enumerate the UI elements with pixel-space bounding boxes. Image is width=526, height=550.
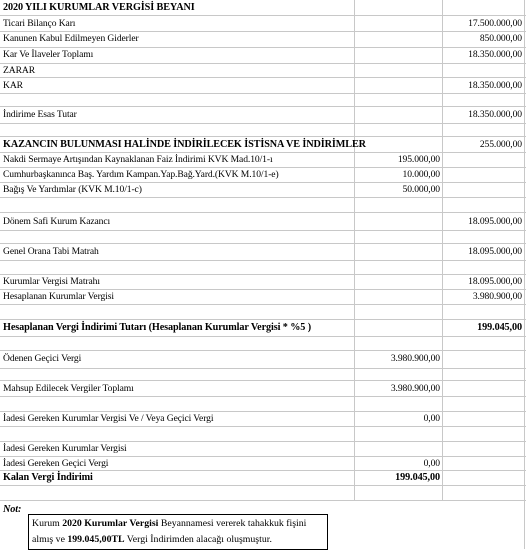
row-label: KAR bbox=[3, 80, 23, 91]
row-label: İndirime Esas Tutar bbox=[3, 109, 77, 120]
row-divider bbox=[0, 136, 526, 137]
row-label: Kanunen Kabul Edilmeyen Giderler bbox=[3, 33, 139, 44]
row-divider bbox=[0, 470, 526, 471]
note-text: Vergi İndirimden alacağı oluşmuştur. bbox=[124, 534, 272, 545]
row-divider bbox=[0, 31, 526, 32]
row-divider bbox=[0, 152, 526, 153]
column-divider bbox=[442, 0, 443, 500]
note-text: almış ve bbox=[32, 534, 68, 545]
row-label: Ödenen Geçici Vergi bbox=[3, 353, 82, 364]
row-label: İadesi Gereken Geçici Vergi bbox=[3, 458, 109, 469]
row-divider bbox=[0, 289, 526, 290]
row-value: 18.095.000,00 bbox=[468, 276, 522, 287]
row-divider bbox=[0, 77, 526, 78]
deduction-label: Bağış Ve Yardımlar (KVK M.10/1-c) bbox=[3, 184, 142, 195]
row-divider bbox=[0, 63, 526, 64]
discount-label: Hesaplanan Vergi İndirimi Tutarı (Hesaplanan Kurumlar Vergisi * %5 ) bbox=[3, 322, 312, 333]
row-divider bbox=[0, 368, 526, 369]
row-value: 17.500.000,00 bbox=[468, 18, 522, 29]
note-box bbox=[28, 514, 328, 550]
row-label: Kurumlar Vergisi Matrahı bbox=[3, 276, 100, 287]
row-divider bbox=[0, 411, 526, 412]
row-divider bbox=[0, 274, 526, 275]
row-divider bbox=[0, 243, 526, 244]
row-value: 18.350.000,00 bbox=[468, 49, 522, 60]
row-divider bbox=[0, 197, 526, 198]
deduction-label: Cumhurbaşkanınca Baş. Yardım Kampan.Yap.Bağ.Yard.(KVK M.10/1-e) bbox=[3, 169, 279, 180]
row-divider bbox=[0, 106, 526, 107]
row-divider bbox=[0, 47, 526, 48]
row-value: 18.095.000,00 bbox=[468, 246, 522, 257]
row-divider bbox=[0, 260, 526, 261]
row-label: Genel Orana Tabi Matrah bbox=[3, 246, 99, 257]
discount-value: 199.045,00 bbox=[477, 322, 522, 333]
note-emphasis: 199.045,00TL bbox=[67, 534, 125, 545]
deduction-value: 195.000,00 bbox=[397, 154, 440, 165]
row-label: ZARAR bbox=[3, 65, 36, 76]
row-value: 18.350.000,00 bbox=[468, 80, 522, 91]
row-divider bbox=[0, 15, 526, 16]
row-divider bbox=[0, 319, 526, 320]
row-label: Kar Ve İlaveler Toplamı bbox=[3, 49, 94, 60]
row-divider bbox=[0, 500, 526, 501]
row-value: 0,00 bbox=[423, 413, 440, 424]
row-label: Dönem Safi Kurum Kazancı bbox=[3, 216, 111, 227]
row-value: 3.980.900,00 bbox=[390, 383, 440, 394]
row-label: Mahsup Edilecek Vergiler Toplamı bbox=[3, 383, 134, 394]
note-label: Not: bbox=[3, 504, 22, 515]
row-divider bbox=[0, 123, 526, 124]
section-total: 255.000,00 bbox=[479, 139, 522, 150]
row-divider bbox=[0, 441, 526, 442]
row-divider bbox=[0, 336, 526, 337]
row-value: 850.000,00 bbox=[479, 33, 522, 44]
column-divider bbox=[354, 0, 355, 500]
deduction-value: 50.000,00 bbox=[402, 184, 440, 195]
row-value: 3.980.900,00 bbox=[472, 291, 522, 302]
row-divider bbox=[0, 182, 526, 183]
row-label: İadesi Gereken Kurumlar Vergisi bbox=[3, 443, 127, 454]
row-divider bbox=[0, 93, 526, 94]
row-divider bbox=[0, 230, 526, 231]
row-divider bbox=[0, 167, 526, 168]
note-emphasis: 2020 Kurumlar Vergisi bbox=[62, 518, 159, 529]
remaining-value: 199.045,00 bbox=[395, 472, 440, 483]
deduction-label: Nakdi Sermaye Artışından Kaynaklanan Faiz İndirimi KVK Mad.10/1-ı bbox=[3, 154, 273, 165]
note-line-2 bbox=[32, 531, 272, 549]
row-label: İadesi Gereken Kurumlar Vergisi Ve / Veya Geçici Vergi bbox=[3, 413, 214, 424]
row-divider bbox=[0, 485, 526, 486]
note-text: Beyannamesi vererek tahakkuk fişini bbox=[158, 518, 307, 529]
row-value: 0,00 bbox=[423, 458, 440, 469]
row-divider bbox=[0, 396, 526, 397]
row-label: Hesaplanan Kurumlar Vergisi bbox=[3, 291, 114, 302]
row-divider bbox=[0, 304, 526, 305]
note-text: Kurum bbox=[32, 518, 63, 529]
row-divider bbox=[0, 380, 526, 381]
row-divider bbox=[0, 456, 526, 457]
row-value: 18.350.000,00 bbox=[468, 109, 522, 120]
row-value: 3.980.900,00 bbox=[390, 353, 440, 364]
row-divider bbox=[0, 426, 526, 427]
row-divider bbox=[0, 212, 526, 213]
page-title: 2020 YILI KURUMLAR VERGİSİ BEYANI bbox=[3, 2, 195, 13]
row-divider bbox=[0, 350, 526, 351]
row-label: Ticari Bilanço Karı bbox=[3, 18, 76, 29]
deduction-value: 10.000,00 bbox=[402, 169, 440, 180]
section-heading: KAZANCIN BULUNMASI HALİNDE İNDİRİLECEK İSTİSNA VE İNDİRİMLER bbox=[3, 139, 366, 150]
row-value: 18.095.000,00 bbox=[468, 216, 522, 227]
remaining-label: Kalan Vergi İndirimi bbox=[3, 472, 93, 483]
